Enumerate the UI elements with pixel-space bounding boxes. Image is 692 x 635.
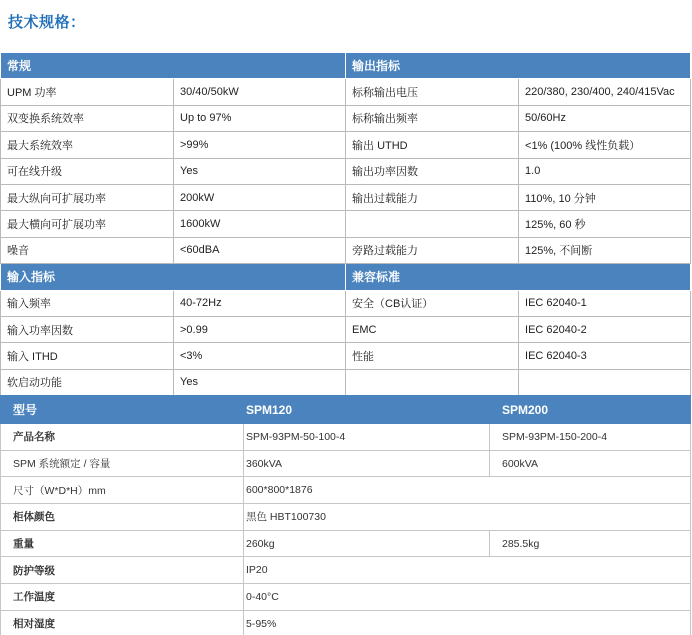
- protection-label: 防护等级: [1, 557, 244, 584]
- spec-label: 最大系统效率: [1, 132, 174, 158]
- humidity-label: 相对湿度: [1, 610, 244, 635]
- protection-value: IP20: [244, 557, 691, 584]
- color-value: 黑色 HBT100730: [244, 504, 691, 531]
- spec-label: 最大横向可扩展功率: [1, 211, 174, 237]
- spec-label: [346, 369, 519, 395]
- spec-label: 性能: [346, 343, 519, 369]
- spec-label: 噪音: [1, 237, 174, 263]
- spec-row: [1, 79, 691, 105]
- compat-header: 兼容标准: [346, 264, 691, 290]
- spec-label: 标称输出电压: [346, 79, 519, 105]
- spec-value: <1% (100% 线性负载）: [519, 132, 691, 158]
- spec-label: 输入频率: [1, 290, 174, 316]
- model-row: [1, 584, 691, 611]
- spec-label: 安全（CB认证）: [346, 290, 519, 316]
- spec-label: 旁路过载能力: [346, 237, 519, 263]
- color-label: 柜体颜色: [1, 504, 244, 531]
- spec-row: [1, 158, 691, 184]
- spec-value: 125%, 60 秒: [519, 211, 691, 237]
- spec-label: 软启动功能: [1, 369, 174, 395]
- weight-a: 260kg: [244, 530, 490, 557]
- model-row: [1, 530, 691, 557]
- product-name-a: SPM-93PM-50-100-4: [244, 424, 490, 451]
- spec-label: 标称输出频率: [346, 105, 519, 131]
- spec-label: 双变换系统效率: [1, 105, 174, 131]
- general-output-header-row: [1, 53, 691, 79]
- spec-value: 1600kW: [174, 211, 346, 237]
- input-header: 输入指标: [1, 264, 346, 290]
- input-compat-header-row: [1, 264, 691, 290]
- spec-value: [519, 369, 691, 395]
- spec-value: >99%: [174, 132, 346, 158]
- model-header-row: [1, 396, 691, 424]
- spec-value: Up to 97%: [174, 105, 346, 131]
- spec-value: IEC 62040-3: [519, 343, 691, 369]
- page-title: 技术规格：: [8, 14, 86, 31]
- spec-label: [346, 211, 519, 237]
- spec-row: [1, 290, 691, 316]
- spec-value: 30/40/50kW: [174, 79, 346, 105]
- spec-row: [1, 343, 691, 369]
- spec-label: UPM 功率: [1, 79, 174, 105]
- spec-label: 输出功率因数: [346, 158, 519, 184]
- spec-label: 输入功率因数: [1, 316, 174, 342]
- general-header: 常规: [1, 53, 346, 79]
- rating-label: SPM 系统额定 / 容量: [1, 450, 244, 477]
- model-header-label: 型号: [1, 396, 244, 424]
- spec-value: 200kW: [174, 184, 346, 210]
- model-a-name: SPM120: [244, 396, 490, 424]
- spec-row: [1, 369, 691, 395]
- spec-value: 110%, 10 分钟: [519, 184, 691, 210]
- spec-value: IEC 62040-1: [519, 290, 691, 316]
- model-table: [0, 395, 691, 635]
- temp-label: 工作温度: [1, 584, 244, 611]
- output-header: 输出指标: [346, 53, 691, 79]
- spec-label: 可在线升级: [1, 158, 174, 184]
- spec-label: 输出 UTHD: [346, 132, 519, 158]
- spec-row: [1, 316, 691, 342]
- model-row: [1, 424, 691, 451]
- weight-b: 285.5kg: [490, 530, 691, 557]
- spec-value: 125%, 不间断: [519, 237, 691, 263]
- spec-value: <60dBA: [174, 237, 346, 263]
- spec-value: <3%: [174, 343, 346, 369]
- weight-label: 重量: [1, 530, 244, 557]
- spec-value: IEC 62040-2: [519, 316, 691, 342]
- temp-value: 0-40°C: [244, 584, 691, 611]
- spec-value: 1.0: [519, 158, 691, 184]
- spec-row: [1, 184, 691, 210]
- spec-value: 220/380, 230/400, 240/415Vac: [519, 79, 691, 105]
- model-row: [1, 477, 691, 504]
- model-row: [1, 610, 691, 635]
- spec-table: [0, 52, 691, 396]
- model-row: [1, 504, 691, 531]
- spec-row: [1, 132, 691, 158]
- spec-value: 50/60Hz: [519, 105, 691, 131]
- rating-a: 360kVA: [244, 450, 490, 477]
- spec-value: Yes: [174, 158, 346, 184]
- spec-row: [1, 211, 691, 237]
- spec-label: 最大纵向可扩展功率: [1, 184, 174, 210]
- humidity-value: 5-95%: [244, 610, 691, 635]
- size-value: 600*800*1876: [244, 477, 691, 504]
- model-row: [1, 557, 691, 584]
- spec-label: 输出过载能力: [346, 184, 519, 210]
- spec-value: 40-72Hz: [174, 290, 346, 316]
- rating-b: 600kVA: [490, 450, 691, 477]
- product-name-label: 产品名称: [1, 424, 244, 451]
- spec-label: 输入 ITHD: [1, 343, 174, 369]
- model-b-name: SPM200: [490, 396, 691, 424]
- size-label: 尺寸（W*D*H）mm: [1, 477, 244, 504]
- spec-value: >0.99: [174, 316, 346, 342]
- product-name-b: SPM-93PM-150-200-4: [490, 424, 691, 451]
- spec-row: [1, 237, 691, 263]
- spec-row: [1, 105, 691, 131]
- model-row: [1, 450, 691, 477]
- spec-value: Yes: [174, 369, 346, 395]
- spec-label: EMC: [346, 316, 519, 342]
